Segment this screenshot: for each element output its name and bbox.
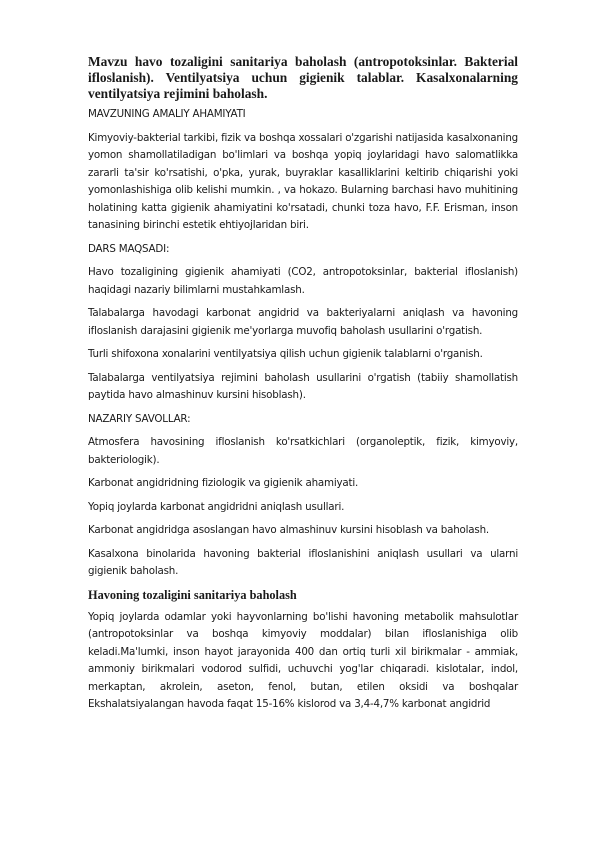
document-title: Mavzu havo tozaligini sanitariya baholash (antropotoksinlar. Bakterial ifloslanish). Ventilyatsiya uchun gigienik talablar. Kasalxonalarning ventilyatsiya rejimini baholash. [88, 54, 518, 101]
relevance-heading: MAVZUNING AMALIY AHAMIYATI [88, 108, 246, 120]
goal-item: Talabalarga havodagi karbonat angidrid va bakteriyalarni aniqlash va havoning ifloslanish darajasini gigienik me'yorlarga muvofiq baholash usullarini o'rgatish. [88, 307, 518, 337]
question-item: Karbonat angidridga asoslangan havo almashinuv kursini hisoblash va baholash. [88, 524, 489, 536]
question-item: Atmosfera havosining ifloslanish ko'rsatkichlari (organoleptik, fizik, kimyoviy, bakteriologik). [88, 436, 518, 466]
section-heading: Havoning tozaligini sanitariya baholash [88, 587, 297, 602]
goal-item: Talabalarga ventilyatsiya rejimini baholash usullarini o'rgatish (tabiiy shamollatish paytida havo almashinuv kursini hisoblash). [88, 371, 518, 401]
question-item: Yopiq joylarda karbonat angidridni aniqlash usullari. [88, 500, 345, 513]
question-item: Karbonat angidridning fiziologik va gigienik ahamiyati. [88, 477, 359, 489]
goal-heading: DARS MAQSADI: [88, 242, 170, 255]
relevance-paragraph: Kimyoviy-bakterial tarkibi, fizik va boshqa xossalari o'zgarishi natijasida kasalxonaning yomon shamollatiladigan bo'limlari va boshqa yopiq joylaridagi havo salomatlikka zararli ta'sir ko'rsatishi, o'pka, yurak, buyraklar kasalliklarini keltirib chiqarishi yoki yomonlashishiga olib kelishi mumkin. , va hokazo. Bularning barchasi havo muhitining holatining katta gigienik ahamiyatini ko'rsatadi, chunki toza havo, F.F. Erisman, inson tanasining birinchi estetik ehtiyojlaridan biri. [88, 131, 518, 231]
goal-item: Havo tozaligining gigienik ahamiyati (CO2, antropotoksinlar, bakterial ifloslanish) haqidagi nazariy bilimlarni mustahkamlash. [88, 266, 518, 296]
question-item: Kasalxona binolarida havoning bakterial ifloslanishini aniqlash usullari va ularni gigienik baholash. [88, 547, 518, 577]
document-page [88, 54, 518, 720]
goal-item: Turli shifoxona xonalarini ventilyatsiya qilish uchun gigienik talablarni o'rganish. [88, 348, 483, 360]
questions-heading: NAZARIY SAVOLLAR: [88, 412, 191, 425]
section-paragraph: Yopiq joylarda odamlar yoki hayvonlarning bo'lishi havoning metabolik mahsulotlar (antropotoksinlar va boshqa kimyoviy moddalar) bilan ifloslanishiga olib keladi.Ma'lumki, inson hayot jarayonida 400 dan ortiq turli xil birikmalar - ammiak, ammoniy birikmalari vodorod sulfidi, uchuvchi yog'lar chiqaradi. kislotalar, indol, merkaptan, akrolein, aseton, fenol, butan, etilen oksidi va boshqalar Ekshalatsiyalangan havoda faqat 15-16% kislorod va 3,4-4,7% karbonat angidrid [88, 610, 518, 710]
